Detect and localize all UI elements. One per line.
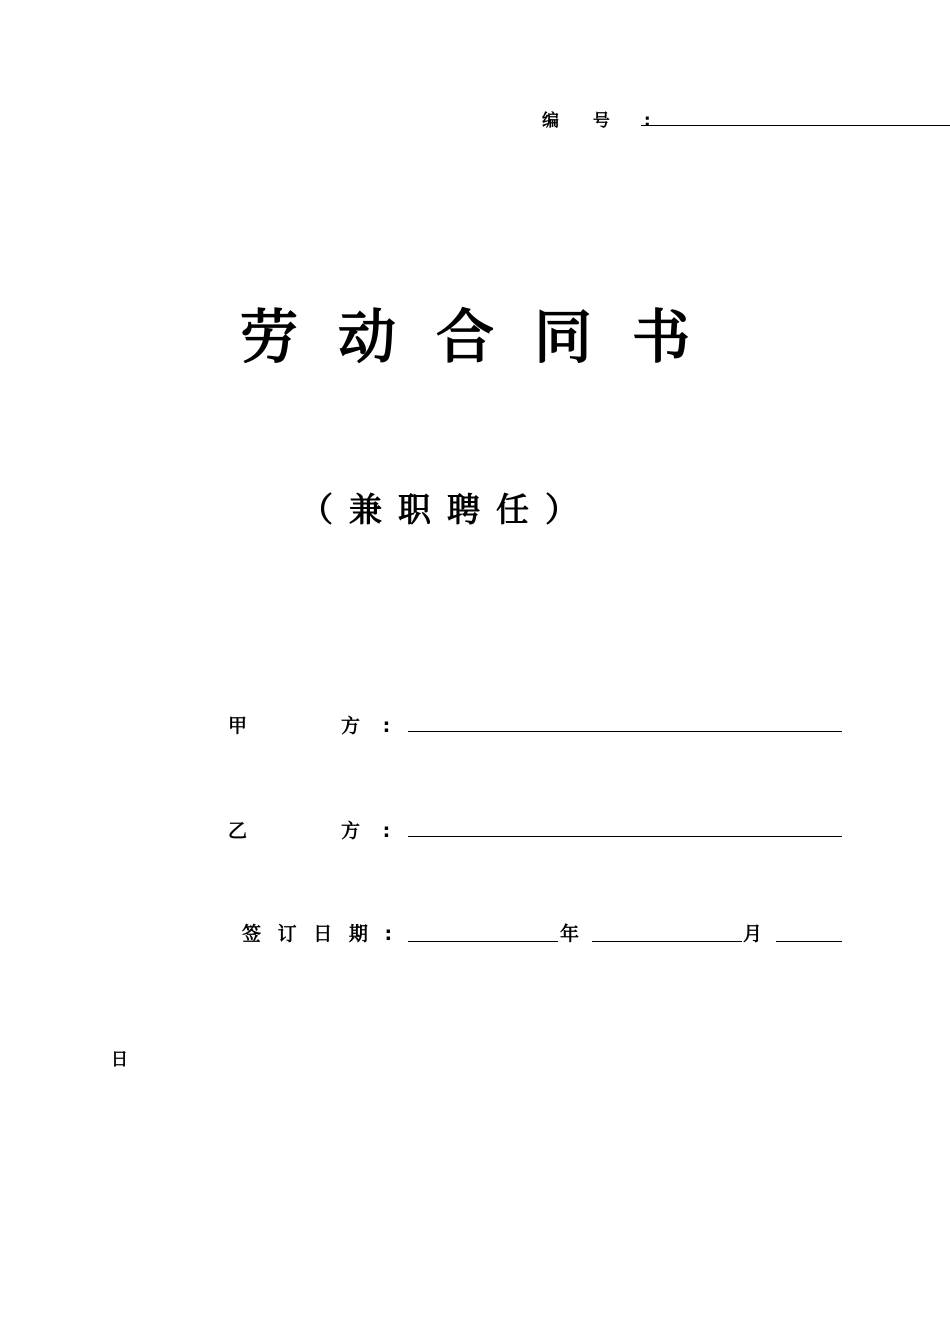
month-label: 月 [743,923,763,945]
serial-number-blank[interactable] [641,125,950,126]
document-title: 劳动合同书 [239,303,730,371]
serial-number-label: 编 号 : [542,111,665,131]
party-b-suffix: 方 : [341,820,399,842]
day-label: 日 [111,1050,128,1070]
document-subtitle: （兼职聘任） [300,490,594,529]
sign-date-label: 签 订 日 期 : [242,923,398,945]
party-b-label: 乙 [228,820,248,842]
party-a-blank[interactable] [408,731,842,732]
party-b-blank[interactable] [408,836,842,837]
party-a-label: 甲 [228,715,248,737]
party-a-suffix: 方 : [341,715,399,737]
year-blank[interactable] [408,941,558,942]
day-blank[interactable] [776,941,842,942]
month-blank[interactable] [592,941,742,942]
year-label: 年 [560,923,580,945]
